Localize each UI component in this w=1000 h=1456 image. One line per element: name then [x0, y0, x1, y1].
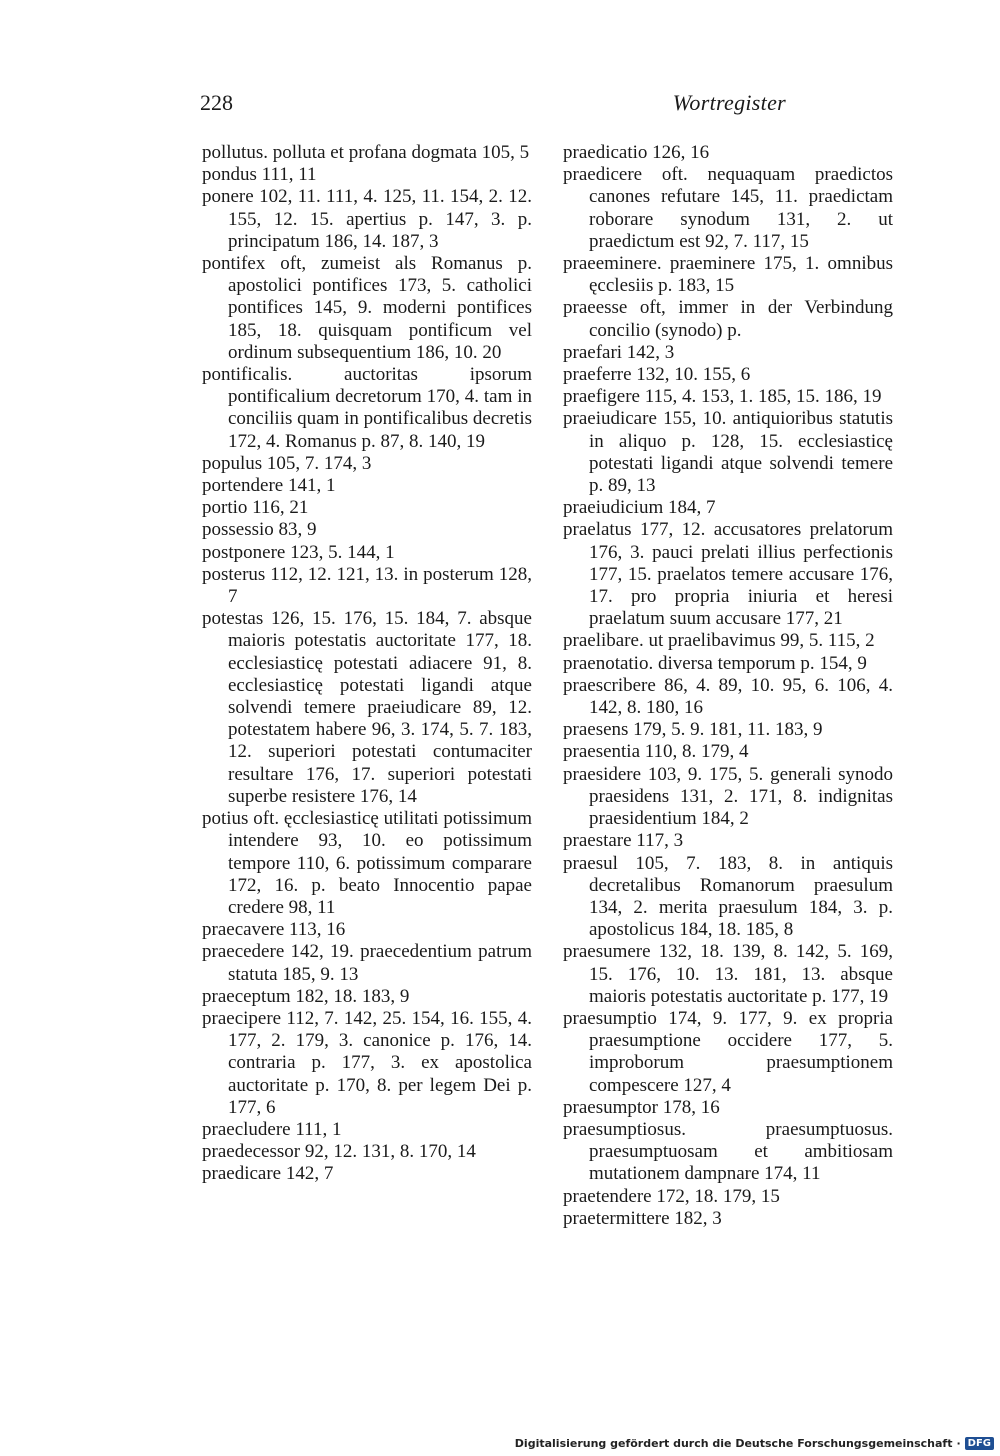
- index-entry: praelatus 177, 12. accusatores prelatorum 176, 3. pauci prelati illius perfectionis 177, 15. praelatos temere accusare 176, 17. pro propria iniuria et heresi praelatum suum accusare 177, 21: [563, 519, 893, 630]
- index-entry: praedicatio 126, 16: [563, 142, 710, 163]
- index-entry: pondus 111, 11: [202, 164, 317, 186]
- index-entry: praedicere oft. nequaquam praedictos canones refutare 145, 11. praedictam roborare synodum 131, 2. ut praedictum est 92, 7. 117, 15: [563, 164, 893, 252]
- index-entry: populus 105, 7. 174, 3: [202, 452, 372, 474]
- index-entry: possessio 83, 9: [202, 519, 317, 541]
- index-entry: praecludere 111, 1: [202, 1118, 342, 1140]
- index-entry: praecavere 113, 16: [202, 919, 346, 941]
- index-entry: praesumptio 174, 9. 177, 9. ex propria praesumptione occidere 177, 5. improborum praesumptionem compescere 127, 4: [563, 1007, 893, 1096]
- index-entry: praesul 105, 7. 183, 8. in antiquis decretalibus Romanorum praesulum 134, 2. merita praesulum 184, 3. p. apostolicus 184, 18. 185, 8: [563, 852, 893, 941]
- index-entry: pontifex oft, zumeist als Romanus p. apostolici pontifices 173, 5. catholici pontifices 145, 9. moderni pontifices 185, 18. quisquam pontificum vel ordinum subsequentium 186, 10. 20: [202, 253, 532, 363]
- page-header: [200, 90, 786, 120]
- index-entry: postponere 123, 5. 144, 1: [202, 541, 395, 563]
- index-entry: praecedere 142, 19. praecedentium patrum statuta 185, 9. 13: [202, 941, 532, 985]
- dfg-logo: DFG: [965, 1437, 994, 1450]
- index-entry: praecipere 112, 7. 142, 25. 154, 16. 155, 4. 177, 2. 179, 3. canonice p. 176, 14. contraria p. 177, 3. ex apostolica auctoritate p. 170, 8. per legem Dei p. 177, 6: [202, 1007, 532, 1118]
- index-entry: praedecessor 92, 12. 131, 8. 170, 14: [202, 1141, 476, 1163]
- index-entry: praesidere 103, 9. 175, 5. generali synodo praesidens 131, 2. 171, 8. indignitas praesidentium 184, 2: [563, 763, 893, 830]
- index-entry: portendere 141, 1: [202, 475, 336, 497]
- index-entry: potestas 126, 15. 176, 15. 184, 7. absque maioris potestatis auctoritate 177, 18. ecclesiasticę potestati adiacere 91, 8. ecclesiasticę potestati ligandi atque solvendi temere praeiudicare 89, 12. potestatem habere 96, 3. 174, 5. 7. 183, 12. superiori potestati contumaciter resultare 176, 17. superiori potestati superbe resistere 176, 14: [202, 608, 532, 807]
- index-entry: praestare 117, 3: [563, 830, 684, 852]
- index-entry: praetermittere 182, 3: [563, 1207, 722, 1229]
- index-column-right: [563, 142, 893, 1230]
- index-entry: ponere 102, 11. 111, 4. 125, 11. 154, 2. 12. 155, 12. 15. apertius p. 147, 3. p. principatum 186, 14. 187, 3: [202, 186, 532, 252]
- index-entry: praesumere 132, 18. 139, 8. 142, 5. 169, 15. 176, 10. 13. 181, 13. absque maioris potestatis auctoritate p. 177, 19: [563, 941, 893, 1007]
- index-entry: pollutus. polluta et profana dogmata 105, 5: [202, 142, 530, 163]
- index-entry: praefigere 115, 4. 153, 1. 185, 15. 186, 19: [563, 386, 882, 408]
- index-entry: praeceptum 182, 18. 183, 9: [202, 985, 410, 1007]
- index-entry: praelibare. ut praelibavimus 99, 5. 115, 2: [563, 630, 875, 652]
- running-title: Wortregister: [672, 90, 786, 115]
- index-entry: praefari 142, 3: [563, 341, 675, 363]
- index-entry: portio 116, 21: [202, 497, 309, 519]
- page-number: 228: [200, 90, 233, 115]
- index-entry: praesens 179, 5. 9. 181, 11. 183, 9: [563, 719, 823, 741]
- index-entry: praeferre 132, 10. 155, 6: [563, 364, 751, 386]
- index-entry: praesumptiosus. praesumptuosus. praesumptuosam et ambitiosam mutationem dampnare 174, 11: [563, 1118, 893, 1185]
- index-entry: praedicare 142, 7: [202, 1163, 334, 1185]
- index-entry: praescribere 86, 4. 89, 10. 95, 6. 106, 4. 142, 8. 180, 16: [563, 674, 893, 719]
- footer-text: Digitalisierung gefördert durch die Deutsche Forschungsgemeinschaft: [514, 1437, 953, 1450]
- digitization-footer: Digitalisierung gefördert durch die Deutsche Forschungsgemeinschaft · DFG: [515, 1437, 994, 1450]
- index-entry: praeiudicium 184, 7: [563, 497, 716, 519]
- index-entry: posterus 112, 12. 121, 13. in posterum 128, 7: [202, 563, 532, 608]
- index-entry: praeeminere. praeminere 175, 1. omnibus ęcclesiis p. 183, 15: [563, 253, 893, 297]
- index-entry: praeiudicare 155, 10. antiquioribus statutis in aliquo p. 128, 15. ecclesiasticę potestati ligandi atque solvendi temere p. 89, 13: [563, 408, 893, 497]
- index-entry: praenotatio. diversa temporum p. 154, 9: [563, 652, 867, 674]
- index-entry: praesumptor 178, 16: [563, 1096, 720, 1118]
- index-entry: potius oft. ęcclesiasticę utilitati potissimum intendere 93, 10. eo potissimum tempore 110, 6. potissimum comparare 172, 16. p. beato Innocentio papae credere 98, 11: [202, 808, 532, 918]
- index-entry: pontificalis. auctoritas ipsorum pontificalium decretorum 170, 4. tam in conciliis quam in pontificalibus decretis 172, 4. Romanus p. 87, 8. 140, 19: [202, 364, 532, 452]
- index-column-left: [202, 142, 532, 1186]
- index-entry: praesentia 110, 8. 179, 4: [563, 741, 749, 763]
- index-entry: praetendere 172, 18. 179, 15: [563, 1185, 780, 1207]
- index-entry: praeesse oft, immer in der Verbindung concilio (synodo) p.: [563, 297, 893, 341]
